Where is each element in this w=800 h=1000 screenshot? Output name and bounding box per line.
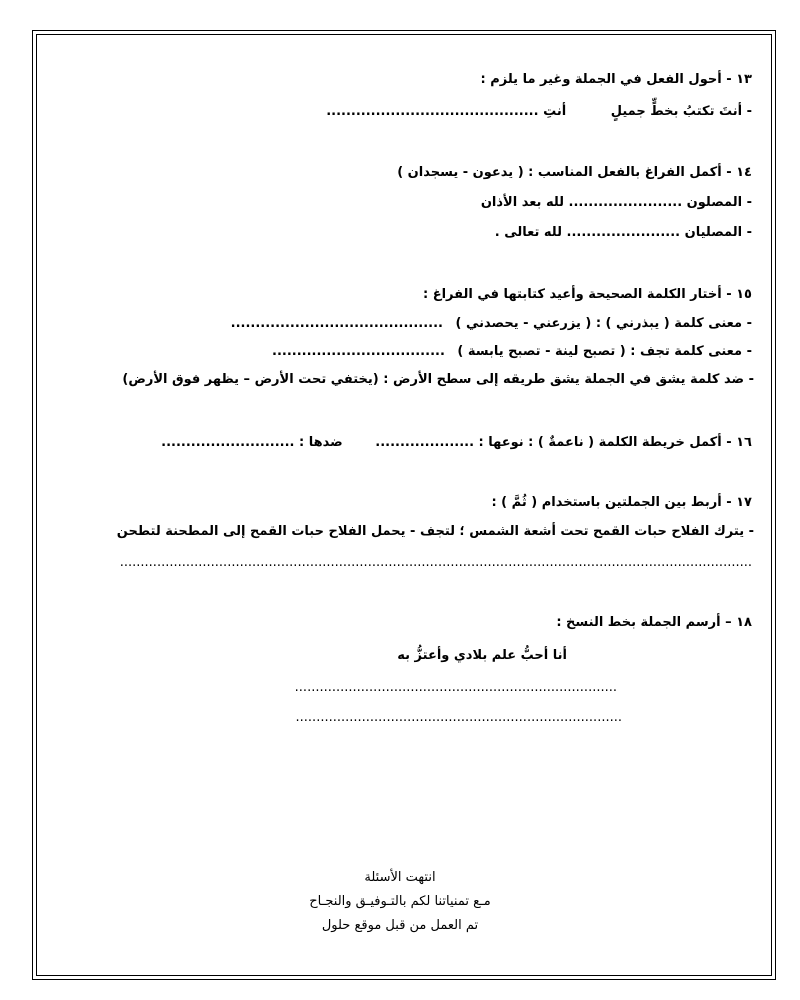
q15-line3: - ضد كلمة يشق في الجملة يشق طريقه إلى سطح الأرض : (يختفي تحت الأرض – يظهر فوق الأرض) [122, 372, 754, 387]
q15-title: ١٥ - أختار الكلمة الصحيحة وأعيد كتابتها في الفراغ : [423, 287, 752, 302]
q17-title: ١٧ - أربط بين الجملتين باستخدام ( ثُمَّ ) : [491, 495, 752, 510]
q15-line1 [231, 316, 752, 331]
q16-type: ١٦ - أكمل خريطة الكلمة ( ناعمةٌ ) : نوعها : .................... [375, 435, 752, 450]
q14-line1: - المصلون ....................... لله بعد الأذان [480, 195, 752, 210]
q13-title: ١٣ - أحول الفعل في الجملة وغير ما يلزم : [480, 72, 752, 87]
q14-title: ١٤ - أكمل الفراغ بالفعل المناسب : ( يدعون - يسجدان ) [397, 165, 752, 180]
q16-line [161, 435, 752, 450]
q15-line2-answer: ................................... [272, 344, 445, 359]
q18-answer-line-1: .............................................................................. [294, 680, 617, 695]
q14-line2: - المصليان ....................... لله تعالى . [494, 225, 752, 240]
q18-sentence: أنا أحبُّ علم بلادي وأعتزُّ به [397, 648, 567, 663]
q18-title: ١٨ – أرسم الجملة بخط النسخ : [556, 615, 752, 630]
q13-line [326, 104, 752, 119]
footer-credit: تم العمل من قبل موقع حلول [321, 918, 479, 933]
q15-line1-question: - معنى كلمة ( يبذرني ) : ( يزرعني - يحصدني ) [455, 316, 752, 331]
footer-end: انتهت الأسئلة [364, 870, 436, 885]
q13-sentence: - أنتَ تكتبُ بخطٍّ جميلٍ [610, 104, 752, 119]
q16-opposite: ضدها : ........................... [161, 435, 343, 450]
q13-answer: أنتِ ........................................... [326, 104, 567, 119]
q15-line1-answer: ........................................... [230, 316, 443, 331]
q17-line1: - يترك الفلاح حبات القمح تحت أشعة الشمس ؛ لتجف - يحمل الفلاح حبات القمح إلى المطحنة لتطحن [116, 524, 754, 539]
q15-line2-question: - معنى كلمة تجف : ( تصبح لينة - تصبح يابسة ) [457, 344, 752, 359]
q18-answer-line-2: ............................................................................... [295, 710, 622, 725]
q15-line2 [272, 344, 752, 359]
q17-answer: ......................................................................................................................................................... [119, 555, 752, 570]
footer-wishes: مـع تمنياتنا لكم بالتـوفيـق والنجـاح [309, 894, 491, 909]
